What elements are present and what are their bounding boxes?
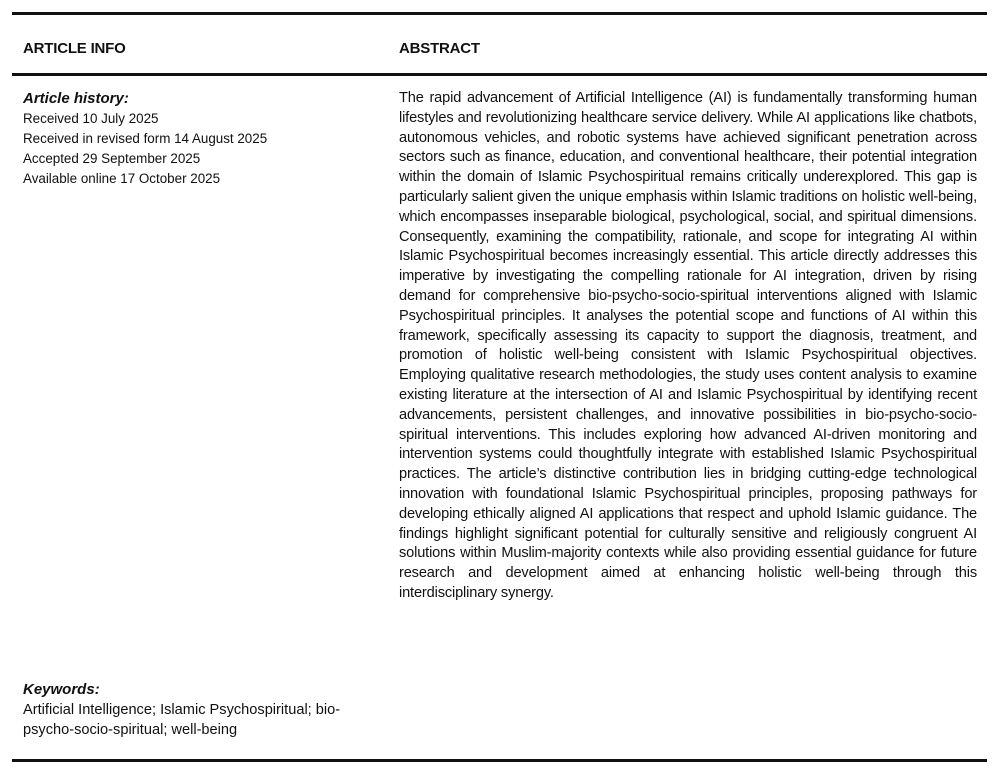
keywords-section	[23, 680, 373, 740]
header-rule	[12, 73, 987, 76]
abstract-text: The rapid advancement of Artificial Intelligence (AI) is fundamentally transforming human lifestyles and revolutionizing healthcare service delivery. While AI applications like chatbots, autonomous vehicles, and robotic systems have achieved significant penetration across sectors such as finance, education, and conventional healthcare, their potential integration within the domain of Islamic Psychospiritual remains critically underexplored. This gap is particularly salient given the unique emphasis within Islamic traditions on holistic well-being, which encompasses inseparable biological, psychological, social, and spiritual dimensions. Consequently, examining the compatibility, rationale, and scope for integrating AI within Islamic Psychospiritual becomes increasingly essential. This article directly addresses this imperative by investigating the compelling rationale for AI integration, driven by rising demand for comprehensive bio-psycho-socio-spiritual interventions aligned with Islamic Psychospiritual principles. It analyses the potential scope and functions of AI within this framework, specifically assessing its capacity to support the diagnosis, treatment, and promotion of holistic well-being consistent with Islamic Psychospiritual objectives. Employing qualitative research methodologies, the study uses content analysis to examine existing literature at the intersection of AI and Islamic Psychospiritual by identifying recent advancements, persistent challenges, and innovative possibilities in bio-psycho-socio-spiritual interventions. This includes exploring how advanced AI-driven monitoring and intervention systems could thoughtfully integrate with established Islamic Psychospiritual practices. The article’s distinctive contribution lies in bridging cutting-edge technological innovation with foundational Islamic Psychospiritual principles, proposing pathways for developing ethically aligned AI applications that respect and uphold Islamic guidance. The findings highlight significant potential for culturally sensitive and religiously congruent AI solutions within Muslim-majority contexts while also providing essential guidance for future research and development aimed at enhancing holistic well-being through this interdisciplinary synergy.	[399, 90, 977, 601]
history-online: Available online 17 October 2025	[23, 171, 221, 186]
keywords-text: Artificial Intelligence; Islamic Psychospiritual; bio-psycho-socio-spiritual; well-being	[23, 702, 341, 738]
history-revised: Received in revised form 14 August 2025	[23, 131, 268, 146]
article-history-title: Article history:	[23, 90, 129, 107]
bottom-rule	[12, 759, 987, 762]
article-info-heading: ARTICLE INFO	[23, 40, 126, 57]
article-history	[23, 89, 373, 189]
history-received: Received 10 July 2025	[23, 111, 159, 126]
history-accepted: Accepted 29 September 2025	[23, 151, 201, 166]
keywords-title: Keywords:	[23, 681, 100, 698]
top-rule	[12, 12, 987, 15]
abstract-heading: ABSTRACT	[399, 40, 480, 57]
